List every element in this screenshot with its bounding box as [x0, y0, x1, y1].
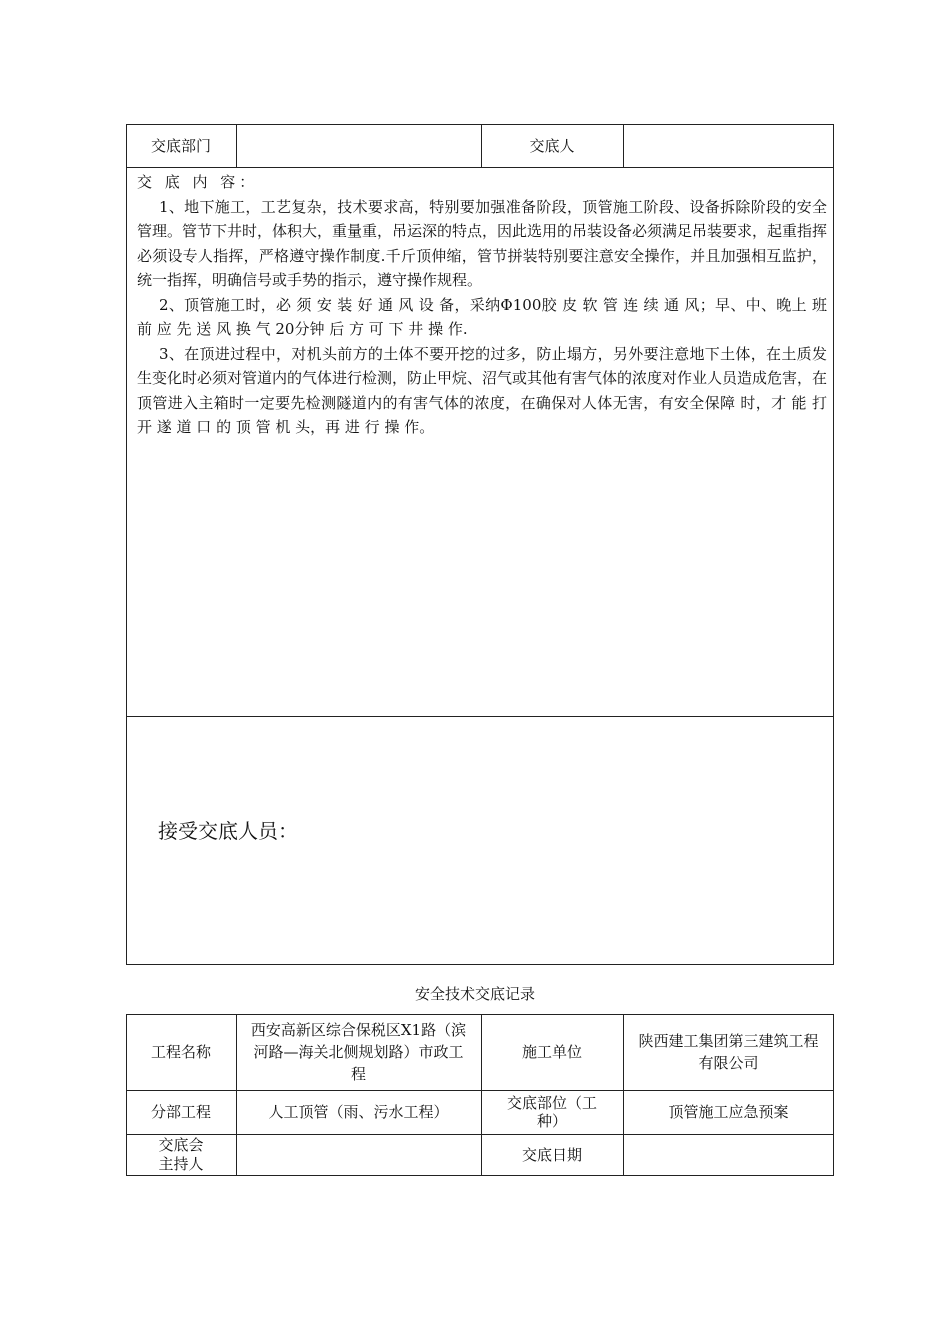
project-label: 工程名称	[150, 1043, 211, 1061]
subproject-label: 分部工程	[150, 1103, 211, 1121]
content-heading: 交 底 内 容：	[137, 173, 259, 191]
dept-value[interactable]	[236, 124, 481, 167]
row-divider	[126, 167, 834, 168]
position-label: 交底部位（工种）	[506, 1094, 597, 1130]
dept-label: 交底部门	[150, 136, 211, 155]
project-value: 西安高新区综合保税区X1路（滨河路—海关北侧规划路）市政工程	[250, 1021, 467, 1083]
subproject-value: 人工顶管（雨、污水工程）	[268, 1103, 449, 1121]
person-value[interactable]	[623, 124, 834, 167]
host-value[interactable]	[236, 1134, 481, 1176]
date-value[interactable]	[623, 1134, 834, 1176]
content-paragraph-1: 1、地下施工，工艺复杂，技术要求高，特别要加强准备阶段，顶管施工阶段、设备拆除阶段的安全管理。管节下井时，体积大，重量重，吊运深的特点，因此选用的吊装设备必须满足吊装要求，起重指挥必须设专人指挥，严格遵守操作制度.千斤顶伸缩，管节拼装特别要注意安全操作，并且加强相互监护，统一指挥，明确信号或手势的指示，遵守操作规程。	[137, 197, 828, 289]
receiver-label: 接受交底人员：	[158, 819, 298, 843]
contractor-label: 施工单位	[521, 1043, 582, 1061]
content-paragraph-2: 2、顶管施工时，必 须 安 装 好 通 风 设 备，采纳Φ100胶 皮 软 管 连 续 通 风；早、中、晚上 班 前 应 先 送 风 换 气 20分钟 后 方 可 下 井 操 作.	[137, 295, 827, 338]
row-divider	[126, 716, 834, 717]
content-paragraph-3: 3、在顶进过程中，对机头前方的土体不要开挖的过多，防止塌方，另外要注意地下土体，在土质发生变化时必须对管道内的气体进行检测，防止甲烷、沼气或其他有害气体的浓度对作业人员造成危害，在顶管进入主箱时一定要先检测隧道内的有害气体的浓度，在确保对人体无害，有安全保障 时，才 能 打 开 遂 道 口 的 顶 管 机 头，再 进 行 操 作。	[137, 344, 828, 436]
record-title: 安全技术交底记录	[414, 985, 535, 1003]
date-label: 交底日期	[521, 1146, 582, 1164]
host-label: 交底会主持人	[158, 1136, 204, 1173]
position-value: 顶管施工应急预案	[668, 1103, 789, 1121]
person-label: 交底人	[529, 136, 575, 155]
briefing-content	[137, 170, 827, 440]
contractor-value: 陕西建工集团第三建筑工程有限公司	[638, 1032, 819, 1072]
